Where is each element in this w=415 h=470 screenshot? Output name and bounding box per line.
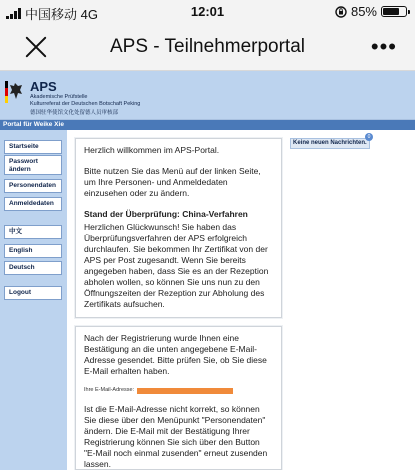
sidebar-item-anmeldedaten[interactable]: Anmeldedaten	[4, 197, 62, 211]
status-text: Herzlichen Glückwunsch! Sie haben das Überprüfungsverfahren der APS erfolgreich durchlaufen. Sie bekommen Ihr Zertifikat von der APS per Post zugesandt. Wenn Sie bereits angegeben haben, dass Sie es an der Rezeption abholen wollen, so können Sie uns nun zu den Öffnungszeiten der Rezeption zur Abholung des Zertifikats aufsuchen.	[84, 222, 269, 309]
orientation-lock-icon	[335, 6, 347, 18]
header-line-2: Kulturreferat der Deutschen Botschaft Peking	[30, 101, 141, 107]
main-content	[67, 130, 415, 470]
more-options-icon[interactable]: •••	[370, 34, 397, 59]
menu-hint-text: Bitte nutzen Sie das Menü auf der linken Seite, um Ihre Personen- und Anmeldedaten einzusehen oder zu ändern.	[84, 166, 261, 198]
portal-user-bar	[0, 120, 415, 130]
email-change-text: Ist die E-Mail-Adresse nicht korrekt, so können Sie diese über den Menüpunkt "Personendaten" ändern. Die E-Mail mit der Bestätigung Ihrer Registrierung können Sie sich über den Button "E-Mail noch einmal zusenden" erneut zusenden lassen.	[84, 404, 268, 469]
sidebar-item-deutsch[interactable]: Deutsch	[4, 261, 62, 275]
sidebar-item-passwort[interactable]: Passwort ändern	[4, 155, 62, 175]
messages-count-badge: 0	[365, 133, 373, 141]
registration-box	[75, 326, 282, 470]
email-redacted-value	[137, 388, 233, 394]
german-eagle-icon	[5, 81, 23, 103]
status-bar	[0, 0, 415, 24]
sidebar-item-chinese[interactable]: 中文	[4, 225, 62, 239]
welcome-box	[75, 138, 282, 318]
sidebar-item-personendaten[interactable]: Personendaten	[4, 179, 62, 193]
email-row	[84, 385, 273, 396]
webview-title: APS - Teilnehmerportal	[109, 36, 306, 57]
logout-button[interactable]: Logout	[4, 286, 62, 300]
carrier-label: 中国移动 4G	[25, 7, 98, 22]
portal-user-label: Portal für Weike Xie	[3, 121, 64, 128]
battery-percent: 85%	[350, 4, 377, 19]
welcome-text: Herzlich willkommen im APS-Portal.	[84, 145, 220, 155]
clock: 12:01	[190, 4, 225, 19]
header-line-3: 德国驻华使馆文化处留德人员审核部	[30, 110, 119, 116]
site-header	[0, 71, 415, 120]
battery-icon	[381, 6, 407, 17]
registration-text: Nach der Registrierung wurde Ihnen eine Bestätigung an die unten angegebene E-Mail-Adresse gesendet. Bitte prüfen Sie, ob Sie diese E-Mail erhalten haben.	[84, 333, 267, 376]
sidebar-item-startseite[interactable]: Startseite	[4, 140, 62, 154]
email-label: Ihre E-Mail-Adresse:	[84, 387, 135, 393]
header-line-1: Akademische Prüfstelle	[30, 94, 88, 100]
status-heading: Stand der Überprüfung: China-Verfahren	[84, 209, 248, 219]
messages-notice[interactable]: Keine neuen Nachrichten.	[290, 138, 370, 149]
status-right	[335, 4, 407, 19]
brand-logo: APS	[30, 79, 57, 94]
sidebar	[0, 130, 67, 470]
battery-fill	[383, 8, 399, 15]
webview-nav-bar	[0, 24, 415, 71]
sidebar-item-english[interactable]: English	[4, 244, 62, 258]
